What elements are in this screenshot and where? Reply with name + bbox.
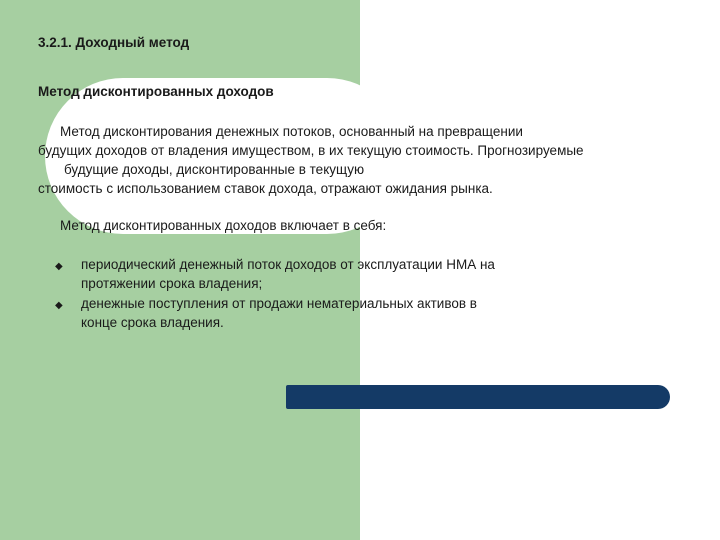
bullet-line: денежные поступления от продажи нематериальных активов в	[81, 296, 477, 311]
paragraph-line: будущих доходов от владения имуществом, в их текущую стоимость. Прогнозируемые	[38, 143, 584, 158]
bullet-line: протяжении срока владения;	[81, 276, 263, 291]
subsection-title: Метод дисконтированных доходов	[38, 84, 274, 99]
paragraph-line: будущие доходы, дисконтированные в текущую	[64, 162, 365, 177]
bullet-line: периодический денежный поток доходов от эксплуатации НМА на	[81, 257, 495, 272]
intro-line: Метод дисконтированных доходов включает в себя:	[60, 218, 387, 233]
section-title: 3.2.1. Доходный метод	[38, 35, 190, 50]
paragraph-line: стоимость с использованием ставок дохода, отражают ожидания рынка.	[38, 181, 493, 196]
diamond-bullet-icon: ◆	[55, 300, 63, 311]
diamond-bullet-icon: ◆	[55, 261, 63, 272]
paragraph-line: Метод дисконтирования денежных потоков, основанный на превращении	[60, 124, 523, 139]
bullet-line: конце срока владения.	[81, 315, 224, 330]
